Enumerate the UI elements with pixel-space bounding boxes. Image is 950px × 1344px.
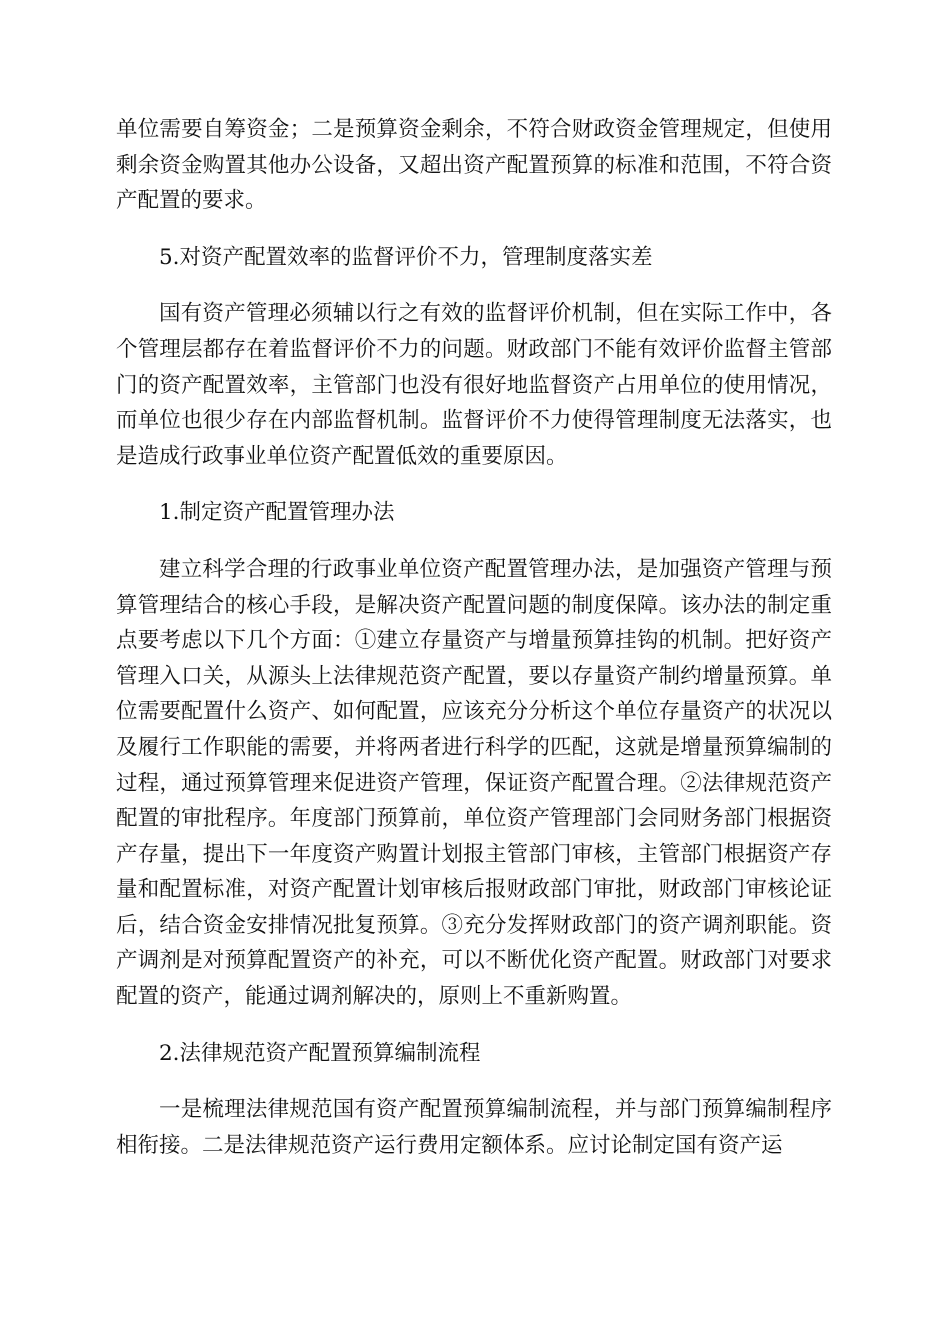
paragraph-supervision: 国有资产管理必须辅以行之有效的监督评价机制，但在实际工作中，各个管理层都存在着监督评价不力的问题。财政部门不能有效评价监督主管部门的资产配置效率，主管部门也没有很好地监督资产占用单位的使用情况，而单位也很少存在内部监督机制。监督评价不力使得管理制度无法落实，也是造成行政事业单位资产配置低效的重要原因。 [116,301,832,469]
paragraph-management-measures: 建立科学合理的行政事业单位资产配置管理办法，是加强资产管理与预算管理结合的核心手段，是解决资产配置问题的制度保障。该办法的制定重点要考虑以下几个方面：①建立存量资产与增量预算挂钩的机制。把好资产管理入口关，从源头上法律规范资产配置，要以存量资产制约增量预算。单位需要配置什么资产、如何配置，应该充分分析这个单位存量资产的状况以及履行工作职能的需要，并将两者进行科学的匹配，这就是增量预算编制的过程，通过预算管理来促进资产管理，保证资产配置合理。②法律规范资产配置的审批程序。年度部门预算前，单位资产管理部门会同财务部门根据资产存量，提出下一年度资产购置计划报主管部门审核，主管部门根据资产存量和配置标准，对资产配置计划审核后报财政部门审批，财政部门审核论证后，结合资金安排情况批复预算。③充分发挥财政部门的资产调剂职能。资产调剂是对预算配置资产的补充，可以不断优化资产配置。财政部门对要求配置的资产，能通过调剂解决的，原则上不重新购置。 [116,556,832,1010]
section-heading-5: 5.对资产配置效率的监督评价不力，管理制度落实差 [159,244,653,270]
paragraph-continuation: 单位需要自筹资金；二是预算资金剩余，不符合财政资金管理规定，但使用剩余资金购置其他办公设备，又超出资产配置预算的标准和范围，不符合资产配置的要求。 [116,117,832,214]
section-heading-2: 2.法律规范资产配置预算编制流程 [159,1040,481,1066]
section-heading-1: 1.制定资产配置管理办法 [159,500,395,526]
paragraph-budget-process: 一是梳理法律规范国有资产配置预算编制流程，并与部门预算编制程序相衔接。二是法律规范资产运行费用定额体系。应讨论制定国有资产运 [116,1097,832,1158]
document-page [116,112,832,1184]
